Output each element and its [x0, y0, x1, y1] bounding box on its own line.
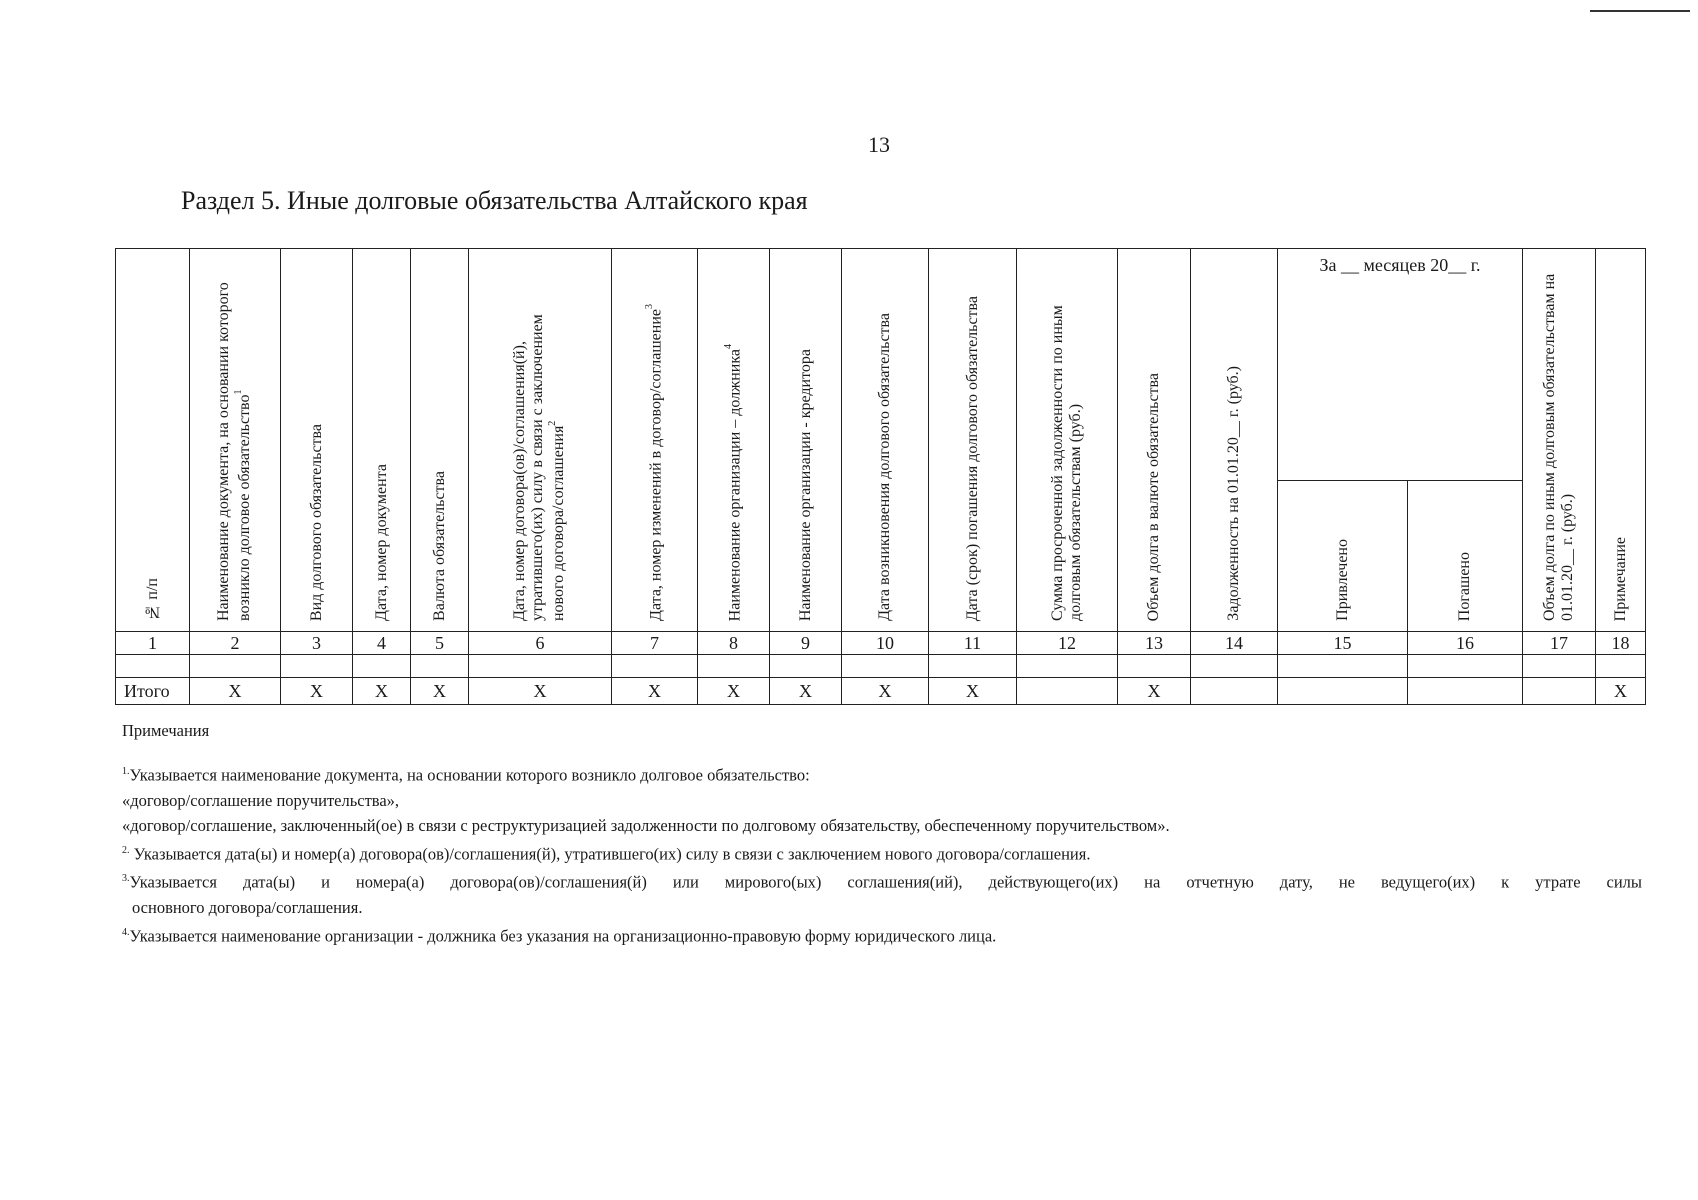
column-number: 5 — [411, 632, 469, 655]
notes-title: Примечания — [122, 721, 210, 740]
header-cell-12: Сумма просроченной задолженности по иным долговым обязательствам (руб.) — [1017, 249, 1118, 632]
header-cell-13: Объем долга в валюте обязательства — [1118, 249, 1191, 632]
column-number: 14 — [1191, 632, 1278, 655]
column-number: 17 — [1523, 632, 1596, 655]
header-cell-5: Валюта обязательства — [411, 249, 469, 632]
table-cell — [116, 655, 190, 678]
table-cell — [1118, 655, 1191, 678]
table-cell — [770, 655, 842, 678]
column-number: 2 — [190, 632, 281, 655]
top-rule — [1590, 10, 1690, 12]
header-row — [116, 249, 1646, 481]
table-cell — [1191, 655, 1278, 678]
column-number-row — [116, 632, 1646, 655]
column-number: 4 — [353, 632, 411, 655]
header-cell-7: Дата, номер изменений в договор/соглашение$^3$ — [612, 249, 698, 632]
total-cell: X — [281, 678, 353, 705]
column-number: 13 — [1118, 632, 1191, 655]
notes-section — [122, 718, 1642, 948]
table-cell — [929, 655, 1017, 678]
section-title: Раздел 5. Иные долговые обязательства Алтайского края — [181, 186, 808, 215]
column-number: 9 — [770, 632, 842, 655]
header-cell-6: Дата, номер договора(ов)/соглашения(й), утратившего(их) силу в связи с заключением нового договора/соглашения$^2$ — [469, 249, 612, 632]
header-cell-8: Наименование организации – должника$^4$ — [698, 249, 770, 632]
total-cell — [1408, 678, 1523, 705]
table-cell — [842, 655, 929, 678]
column-number: 3 — [281, 632, 353, 655]
total-cell: X — [469, 678, 612, 705]
table-cell — [1408, 655, 1523, 678]
total-row — [116, 678, 1646, 705]
total-cell: X — [770, 678, 842, 705]
note-1-item-b: «договор/соглашение, заключенный(ое) в связи с реструктуризацией задолженности по долговому обязательству, обеспеченному поручительством». — [122, 815, 1170, 835]
note-1: $^{1.}$Указывается наименование документа, на основании которого возникло долговое обязательство: — [122, 765, 810, 785]
header-cell-14: Задолженность на 01.01.20__ г. (руб.) — [1191, 249, 1278, 632]
note-2: $^{2.}$ Указывается дата(ы) и номер(а) договора(ов)/соглашения(й), утратившего(их) силу в связи с заключением нового договора/соглашения. — [122, 844, 1091, 863]
column-number: 6 — [469, 632, 612, 655]
header-cell-16: Погашено — [1408, 481, 1523, 632]
total-cell — [1017, 678, 1118, 705]
debt-obligations-table — [115, 248, 1646, 705]
total-cell: X — [612, 678, 698, 705]
column-number: 7 — [612, 632, 698, 655]
total-cell: X — [929, 678, 1017, 705]
header-cell-15: Привлечено — [1278, 481, 1408, 632]
note-3: $^{3.}$Указывается дата(ы) и номера(а) договора(ов)/соглашения(й) или мирового(ых) соглашения(ий), действующего(их) на отчетную дату, не ведущего(их) к утрате силы — [122, 872, 1642, 892]
header-cell-18: Примечание — [1596, 249, 1646, 632]
header-cell-17: Объем долга по иным долговым обязательствам на 01.01.20__ г. (руб.) — [1523, 249, 1596, 632]
column-number: 10 — [842, 632, 929, 655]
total-cell: X — [1596, 678, 1646, 705]
table-cell — [612, 655, 698, 678]
table-cell — [698, 655, 770, 678]
note-3-continued: основного договора/соглашения. — [132, 897, 363, 917]
table-cell — [1596, 655, 1646, 678]
note-4: $^{4.}$Указывается наименование организации - должника без указания на организационно-правовую форму юридического лица. — [122, 926, 997, 945]
table-cell — [1278, 655, 1408, 678]
note-1-item-a: «договор/соглашение поручительства», — [122, 790, 400, 810]
column-number: 8 — [698, 632, 770, 655]
header-cell-2: Наименование документа, на основании которого возникло долговое обязательство$^1$ — [190, 249, 281, 632]
page-number: 13 — [868, 132, 890, 157]
total-cell: X — [353, 678, 411, 705]
column-number: 16 — [1408, 632, 1523, 655]
data-row — [116, 655, 1646, 678]
table-cell — [353, 655, 411, 678]
header-cell-1: № п/п — [116, 249, 190, 632]
total-cell: X — [698, 678, 770, 705]
total-cell — [1278, 678, 1408, 705]
total-cell: X — [842, 678, 929, 705]
table-cell — [1017, 655, 1118, 678]
table-cell — [281, 655, 353, 678]
column-number: 1 — [116, 632, 190, 655]
header-group-period: За __ месяцев 20__ г. — [1278, 249, 1523, 481]
total-cell — [1191, 678, 1278, 705]
total-cell — [1523, 678, 1596, 705]
header-cell-9: Наименование организации - кредитора — [770, 249, 842, 632]
total-cell: X — [1118, 678, 1191, 705]
total-cell: X — [411, 678, 469, 705]
total-cell: X — [190, 678, 281, 705]
column-number: 18 — [1596, 632, 1646, 655]
column-number: 11 — [929, 632, 1017, 655]
table-cell — [190, 655, 281, 678]
table-cell — [411, 655, 469, 678]
header-cell-3: Вид долгового обязательства — [281, 249, 353, 632]
column-number: 15 — [1278, 632, 1408, 655]
header-cell-11: Дата (срок) погашения долгового обязательства — [929, 249, 1017, 632]
header-cell-10: Дата возникновения долгового обязательства — [842, 249, 929, 632]
column-number: 12 — [1017, 632, 1118, 655]
table-cell — [1523, 655, 1596, 678]
table-cell — [469, 655, 612, 678]
header-cell-4: Дата, номер документа — [353, 249, 411, 632]
total-label: Итого — [116, 678, 190, 705]
